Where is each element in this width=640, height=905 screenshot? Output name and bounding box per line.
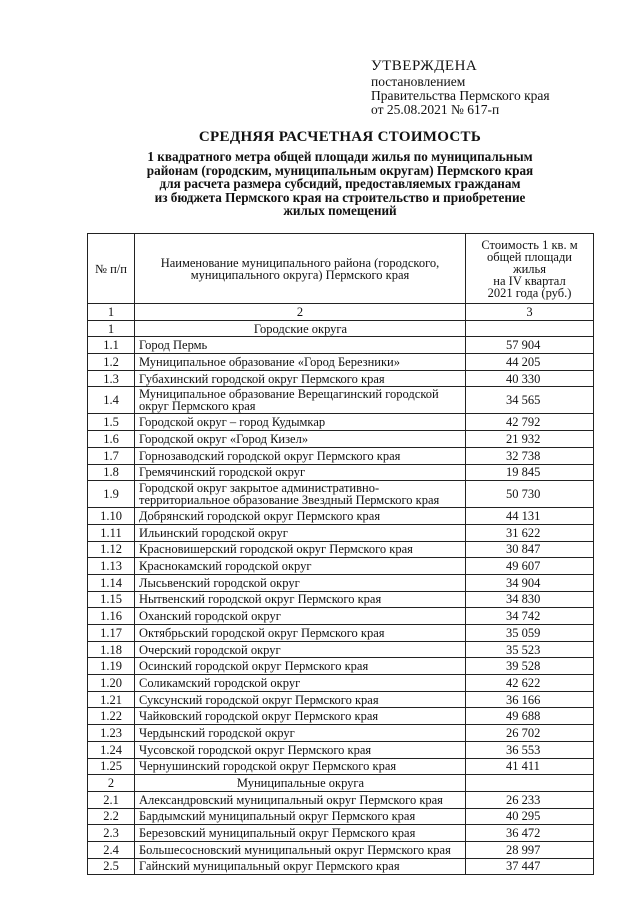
- row-number: 2.3: [88, 825, 135, 842]
- row-value: 37 447: [466, 858, 594, 875]
- row-name: Муниципальное образование Верещагинский городской округ Пермского края: [135, 387, 466, 414]
- row-value: 36 553: [466, 741, 594, 758]
- table-row: [88, 691, 594, 708]
- table-row: [88, 431, 594, 448]
- row-number: 1.13: [88, 558, 135, 575]
- row-number: 1.22: [88, 708, 135, 725]
- row-number: 1.15: [88, 591, 135, 608]
- table-row: [88, 447, 594, 464]
- row-value: 44 131: [466, 508, 594, 525]
- table-row: [88, 387, 594, 414]
- row-value: 42 792: [466, 414, 594, 431]
- row-value: 28 997: [466, 841, 594, 858]
- table-row: [88, 825, 594, 842]
- subtitle-line: жилых помещений: [283, 203, 397, 218]
- row-value: 49 688: [466, 708, 594, 725]
- row-value: 34 830: [466, 591, 594, 608]
- row-value: 35 059: [466, 625, 594, 642]
- approval-title: УТВЕРЖДЕНА: [371, 58, 478, 74]
- row-number: 1.18: [88, 641, 135, 658]
- row-name: Город Пермь: [135, 337, 466, 354]
- table-row: [88, 625, 594, 642]
- approval-line-1: постановлением: [371, 74, 466, 89]
- approval-line-2: Правительства Пермского края: [371, 88, 550, 103]
- table-row: [88, 464, 594, 481]
- column-number: 2: [135, 304, 466, 321]
- table-row: [88, 574, 594, 591]
- row-name: Городской округ «Город Кизел»: [135, 431, 466, 448]
- row-number: 1.9: [88, 481, 135, 508]
- table-row: [88, 481, 594, 508]
- row-number: 1.12: [88, 541, 135, 558]
- row-value: 39 528: [466, 658, 594, 675]
- document-heading: [60, 128, 620, 218]
- header-cost-line: жилья: [512, 261, 546, 276]
- row-value: 21 932: [466, 431, 594, 448]
- row-value: 40 295: [466, 808, 594, 825]
- row-name: Городской округ закрытое административно-территориальное образование Звездный Пермского края: [135, 481, 466, 508]
- row-number: 1.4: [88, 387, 135, 414]
- column-number: 1: [88, 304, 135, 321]
- row-number: 1.17: [88, 625, 135, 642]
- header-cost-line: общей площади: [487, 249, 572, 264]
- table-row: [88, 808, 594, 825]
- row-value: 35 523: [466, 641, 594, 658]
- row-value: 36 166: [466, 691, 594, 708]
- table-row: [88, 708, 594, 725]
- table-row: [88, 725, 594, 742]
- table-row: [88, 641, 594, 658]
- document-title: СРЕДНЯЯ РАСЧЕТНАЯ СТОИМОСТЬ: [198, 129, 482, 145]
- row-number: 2: [88, 775, 135, 792]
- row-name: Лысьвенский городской округ: [135, 574, 466, 591]
- column-number: 3: [466, 304, 594, 321]
- row-number: 1.19: [88, 658, 135, 675]
- row-number: 1.20: [88, 675, 135, 692]
- row-value: 41 411: [466, 758, 594, 775]
- row-value: 26 702: [466, 725, 594, 742]
- row-name: Бардымский муниципальный округ Пермского края: [135, 808, 466, 825]
- table-row: [88, 675, 594, 692]
- row-name: Чусовской городской округ Пермского края: [135, 741, 466, 758]
- row-number: 1.23: [88, 725, 135, 742]
- row-number: 1: [88, 320, 135, 337]
- row-name: Краснокамский городской округ: [135, 558, 466, 575]
- row-name: Большесосновский муниципальный округ Пермского края: [135, 841, 466, 858]
- row-name: Гремячинский городской округ: [135, 464, 466, 481]
- table-row: [88, 524, 594, 541]
- table-row: [88, 414, 594, 431]
- section-row: [88, 320, 594, 337]
- table-row: [88, 658, 594, 675]
- row-number: 1.11: [88, 524, 135, 541]
- row-name: Муниципальное образование «Город Березники»: [135, 354, 466, 371]
- cost-table: [87, 233, 594, 875]
- header-cost-line: 2021 года (руб.): [487, 285, 572, 300]
- header-cost: [466, 234, 594, 304]
- row-name: Губахинский городской округ Пермского края: [135, 370, 466, 387]
- table-row: [88, 354, 594, 371]
- row-value: 30 847: [466, 541, 594, 558]
- row-number: 2.2: [88, 808, 135, 825]
- table-row: [88, 858, 594, 875]
- row-value: 32 738: [466, 447, 594, 464]
- row-value: 36 472: [466, 825, 594, 842]
- table-row: [88, 608, 594, 625]
- column-number-row: [88, 304, 594, 321]
- row-value: 42 622: [466, 675, 594, 692]
- row-value: 19 845: [466, 464, 594, 481]
- row-name: Осинский городской округ Пермского края: [135, 658, 466, 675]
- row-value: 44 205: [466, 354, 594, 371]
- row-name: Городские округа: [135, 320, 466, 337]
- row-number: 1.3: [88, 370, 135, 387]
- row-value: [466, 320, 594, 337]
- row-name: Гайнский муниципальный округ Пермского края: [135, 858, 466, 875]
- header-num: № п/п: [88, 234, 135, 304]
- row-value: [466, 775, 594, 792]
- row-name: Добрянский городской округ Пермского края: [135, 508, 466, 525]
- table-row: [88, 541, 594, 558]
- row-name: Красновишерский городской округ Пермского края: [135, 541, 466, 558]
- table-row: [88, 337, 594, 354]
- subtitle-line: районам (городским, муниципальным округам) Пермского края: [146, 162, 534, 178]
- row-value: 34 565: [466, 387, 594, 414]
- header-cost-line: на IV квартал: [493, 273, 566, 288]
- section-row: [88, 775, 594, 792]
- row-number: 1.7: [88, 447, 135, 464]
- row-value: 34 742: [466, 608, 594, 625]
- row-value: 49 607: [466, 558, 594, 575]
- approval-line-3: от 25.08.2021 № 617-п: [371, 102, 500, 117]
- subtitle-line: 1 квадратного метра общей площади жилья по муниципальным: [147, 149, 533, 164]
- row-name: Березовский муниципальный округ Пермского края: [135, 825, 466, 842]
- row-name: Александровский муниципальный округ Пермского края: [135, 791, 466, 808]
- row-value: 57 904: [466, 337, 594, 354]
- document-subtitle: [60, 150, 620, 218]
- row-name: Очерский городской округ: [135, 641, 466, 658]
- row-number: 2.1: [88, 791, 135, 808]
- row-number: 1.14: [88, 574, 135, 591]
- row-number: 1.8: [88, 464, 135, 481]
- table-row: [88, 758, 594, 775]
- row-name: Чердынский городской округ: [135, 725, 466, 742]
- row-number: 1.25: [88, 758, 135, 775]
- row-value: 26 233: [466, 791, 594, 808]
- row-number: 1.1: [88, 337, 135, 354]
- row-number: 1.6: [88, 431, 135, 448]
- row-name: Муниципальные округа: [135, 775, 466, 792]
- row-number: 1.16: [88, 608, 135, 625]
- row-value: 50 730: [466, 481, 594, 508]
- header-name: Наименование муниципального района (городского, муниципального округа) Пермского края: [135, 234, 466, 304]
- row-number: 2.4: [88, 841, 135, 858]
- row-name: Горнозаводский городской округ Пермского края: [135, 447, 466, 464]
- table-row: [88, 591, 594, 608]
- row-number: 1.21: [88, 691, 135, 708]
- subtitle-line: для расчета размера субсидий, предоставляемых гражданам: [159, 176, 521, 191]
- table-row: [88, 558, 594, 575]
- table-row: [88, 841, 594, 858]
- row-name: Ильинский городской округ: [135, 524, 466, 541]
- row-name: Нытвенский городской округ Пермского края: [135, 591, 466, 608]
- row-name: Суксунский городской округ Пермского края: [135, 691, 466, 708]
- row-value: 31 622: [466, 524, 594, 541]
- approval-stamp: [371, 58, 550, 117]
- table-row: [88, 741, 594, 758]
- row-name: Оханский городской округ: [135, 608, 466, 625]
- row-name: Чернушинский городской округ Пермского края: [135, 758, 466, 775]
- row-number: 1.5: [88, 414, 135, 431]
- row-value: 34 904: [466, 574, 594, 591]
- table-row: [88, 791, 594, 808]
- table-row: [88, 370, 594, 387]
- row-value: 40 330: [466, 370, 594, 387]
- row-number: 1.10: [88, 508, 135, 525]
- row-name: Соликамский городской округ: [135, 675, 466, 692]
- row-name: Городской округ – город Кудымкар: [135, 414, 466, 431]
- row-name: Октябрьский городской округ Пермского края: [135, 625, 466, 642]
- header-cost-line: Стоимость 1 кв. м: [481, 237, 578, 252]
- row-name: Чайковский городской округ Пермского края: [135, 708, 466, 725]
- subtitle-line: из бюджета Пермского края на строительство и приобретение: [154, 189, 526, 205]
- row-number: 2.5: [88, 858, 135, 875]
- table-body: [88, 320, 594, 875]
- row-number: 1.2: [88, 354, 135, 371]
- row-number: 1.24: [88, 741, 135, 758]
- table-row: [88, 508, 594, 525]
